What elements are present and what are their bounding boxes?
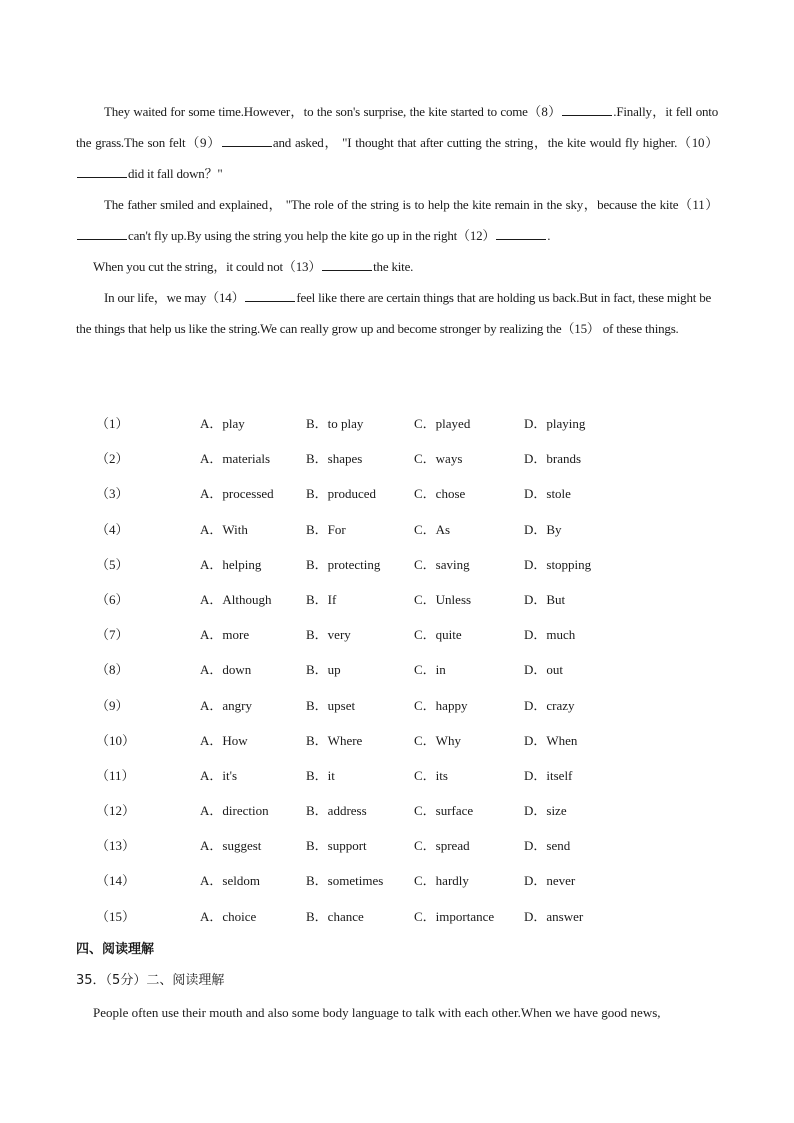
text: They waited for some time.However，to the son's surprise, the kite started to come（8） [104,104,562,119]
blank-12 [496,227,546,240]
option-a: A．play [200,416,245,431]
question-number: （3） [96,486,129,502]
question-number: （1） [96,416,129,431]
option-a: A．Although [200,591,272,607]
question-number: （11） [96,767,135,783]
text: The father smiled and explained， "The role of the string is to help the kite remain in the sky，because the kite（11） [104,197,718,212]
option-b: B．up [306,662,341,678]
option-d: D．never [524,873,576,889]
blank-10 [77,165,127,178]
option-a: A．it's [200,767,238,783]
blank-9 [222,134,272,147]
option-b: B．shapes [306,451,363,467]
question-number: （14） [96,873,136,889]
option-a: A．suggest [200,838,262,854]
question-number: （13） [96,838,136,854]
cloze-passage [76,96,718,344]
option-b: B．it [306,767,335,783]
paragraph-1 [76,96,718,189]
paragraph-3 [76,251,718,282]
question-header: 35．（5分）二、阅读理解 [76,973,225,988]
option-b: B．upset [306,697,356,713]
option-c: C．As [414,521,451,537]
option-c: C．quite [414,627,462,643]
option-d: D．When [524,732,578,748]
option-c: C．its [414,767,448,783]
blank-8 [562,103,612,116]
option-d: D．out [524,662,564,678]
option-c: C．played [414,416,471,431]
text: feel like there are certain things that are holding us back.But in fact, these might be the things that help us like the string.We can really grow up and become stronger by realizing the（15） [76,290,712,336]
text: can't fly up.By using the string you help the kite go up in the right（12） [128,228,496,243]
option-d: D．playing [524,416,586,431]
option-b: B．produced [306,486,377,502]
paragraph-4 [76,282,718,344]
text: the kite. [373,259,414,274]
option-b: B．protecting [306,556,381,572]
question-number: （8） [96,662,129,678]
option-c: C．saving [414,556,470,572]
blank-13 [322,258,372,271]
question-number: （9） [96,697,129,713]
option-a: A．How [200,732,248,748]
option-d: D．itself [524,767,573,783]
text: of these things. [599,321,679,336]
option-a: A．more [200,627,250,643]
option-c: C．happy [414,697,468,713]
question-number: （12） [96,803,136,819]
option-b: B．For [306,521,346,537]
question-number: （5） [96,556,129,572]
option-a: A．materials [200,451,271,467]
text: When you cut the string，it could not（13） [93,259,322,274]
option-c: C．Unless [414,591,472,607]
question-number: （4） [96,521,129,537]
option-b: B．address [306,803,367,819]
option-c: C．ways [414,451,463,467]
option-c: C．in [414,662,446,678]
question-number: （7） [96,627,129,643]
option-b: B．If [306,591,337,607]
question-number: （2） [96,451,129,467]
option-a: A．angry [200,697,252,713]
option-a: A．seldom [200,873,260,889]
option-a: A．down [200,662,252,678]
text: and asked， "I thought that after cutting the string，the kite would fly higher.（10） [272,135,718,150]
reading-passage-line: People often use their mouth and also some body language to talk with each other.When we have good news, [93,1005,661,1020]
text: .Finally，it fell onto the grass.The son felt（9） [76,104,718,150]
option-d: D．brands [524,451,582,467]
option-d: D．answer [524,908,584,924]
option-d: D．stopping [524,556,592,572]
option-c: C．importance [414,908,495,924]
question-number: （15） [96,908,136,924]
option-d: D．stole [524,486,571,502]
text: did it fall down？" [128,166,223,181]
option-b: B．to play [306,416,364,431]
option-b: B．support [306,838,367,854]
section-heading: 四、阅读理解 [76,942,155,957]
blank-14 [245,289,295,302]
blank-11 [77,227,127,240]
option-c: C．surface [414,803,474,819]
option-a: A．helping [200,556,262,572]
option-a: A．With [200,521,248,537]
option-b: B．sometimes [306,873,384,889]
option-a: A．choice [200,908,257,924]
text: . [547,228,551,243]
paragraph-2 [76,189,718,251]
question-number: （6） [96,591,129,607]
option-c: C．hardly [414,873,469,889]
option-d: D．crazy [524,697,575,713]
option-a: A．processed [200,486,274,502]
question-number: （10） [96,732,136,748]
option-d: D．send [524,838,571,854]
option-d: D．By [524,521,562,537]
text: In our life，we may（14） [104,290,245,305]
option-c: C．spread [414,838,470,854]
option-c: C．Why [414,732,461,748]
option-b: B．very [306,627,351,643]
option-d: D．size [524,803,567,819]
option-d: D．much [524,627,576,643]
option-a: A．direction [200,803,269,819]
option-d: D．But [524,591,566,607]
option-b: B．chance [306,908,364,924]
option-c: C．chose [414,486,466,502]
option-b: B．Where [306,732,363,748]
